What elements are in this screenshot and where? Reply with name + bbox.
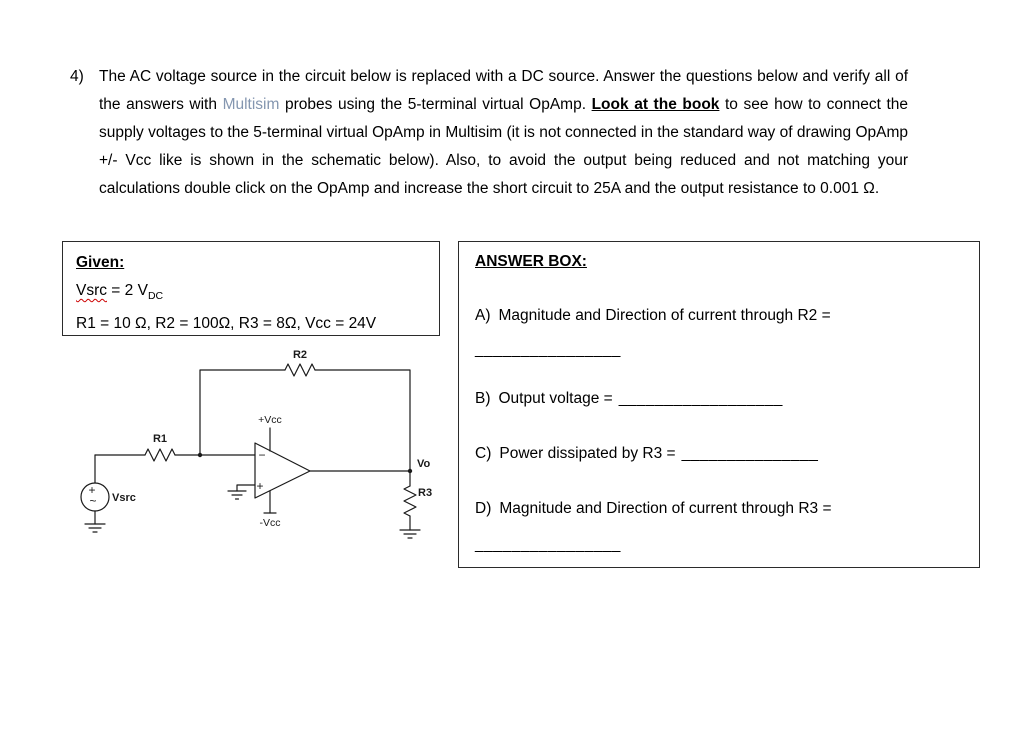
given-title: Given: (76, 254, 125, 271)
answer-box-title: ANSWER BOX: (475, 253, 587, 270)
minus-vcc-label: -Vcc (259, 517, 281, 529)
minus-vcc-wire (264, 491, 276, 513)
vo-label: Vo (417, 458, 431, 470)
plus-vcc-label: +Vcc (258, 414, 282, 426)
resistor-r3 (404, 486, 416, 516)
answer-d-blank: ________________ (475, 536, 621, 553)
answer-d-label: D) (475, 500, 492, 517)
answer-a-blank: ________________ (475, 341, 621, 358)
answer-a-label: A) (475, 307, 491, 324)
answer-b-text: Output voltage = (498, 390, 613, 407)
answer-d-text: Magnitude and Direction of current through R3 = (499, 500, 832, 517)
answer-item-b (475, 389, 963, 409)
problem-seg-2: probes using the 5-terminal virtual OpAmp. (279, 96, 592, 113)
circuit-schematic (60, 338, 440, 573)
look-at-book-emphasis: Look at the book (591, 96, 720, 113)
resistor-r2 (285, 364, 315, 376)
r3-ground-icon (400, 516, 420, 538)
inverting-node-dot (198, 453, 202, 457)
opamp-noninverting-sign: + (256, 479, 264, 493)
answer-a-text: Magnitude and Direction of current through R2 = (498, 307, 831, 324)
resistor-r1 (145, 449, 175, 461)
answer-item-c (475, 444, 963, 464)
output-node-dot (408, 469, 412, 473)
answer-item-a (475, 306, 963, 326)
vsrc-term: Vsrc (76, 282, 107, 299)
problem-seg-1: The AC voltage source in the circuit below is replaced with a DC source. Answer the questions below and verify all of the answers with (99, 68, 908, 113)
answer-c-label: C) (475, 445, 492, 462)
noninverting-ground-icon (228, 485, 255, 499)
given-vsrc-line (76, 277, 426, 310)
given-resistor-line: R1 = 10 Ω, R2 = 100Ω, R3 = 8Ω, Vcc = 24V (76, 315, 377, 333)
problem-text (99, 63, 908, 203)
answer-box (458, 241, 980, 568)
given-box (62, 241, 440, 336)
feedback-wire (200, 370, 410, 471)
answer-c-blank: _______________ (681, 445, 819, 462)
source-sine-sign: ~ (89, 494, 97, 508)
multisim-highlight: Multisim (222, 96, 280, 113)
vsrc-value: = 2 V (107, 282, 148, 299)
source-plus-sign: + (88, 483, 96, 497)
answer-item-d (475, 499, 963, 519)
problem-statement (70, 63, 908, 203)
answer-c-text: Power dissipated by R3 = (499, 445, 676, 462)
answer-b-blank: __________________ (618, 390, 783, 407)
source-ground-icon (85, 524, 105, 532)
problem-seg-3: to see how to connect the supply voltages to the 5-terminal virtual OpAmp in Multisim (it is not connected in the standard way of drawing OpAmp +/- Vcc like is shown in the schematic below). Also, to avoid the output being reduced and not matching your calculations double click on the OpAmp and increase the short circuit to 25A and the output resistance to 0.001 Ω. (99, 96, 909, 197)
problem-number: 4) (70, 68, 84, 85)
r1-label: R1 (152, 433, 168, 445)
answer-b-label: B) (475, 390, 491, 407)
r2-label: R2 (292, 349, 308, 361)
vsrc-subscript: DC (147, 290, 164, 303)
r3-label: R3 (418, 487, 433, 499)
vsrc-label: Vsrc (112, 492, 136, 504)
opamp-inverting-sign: − (258, 448, 266, 462)
